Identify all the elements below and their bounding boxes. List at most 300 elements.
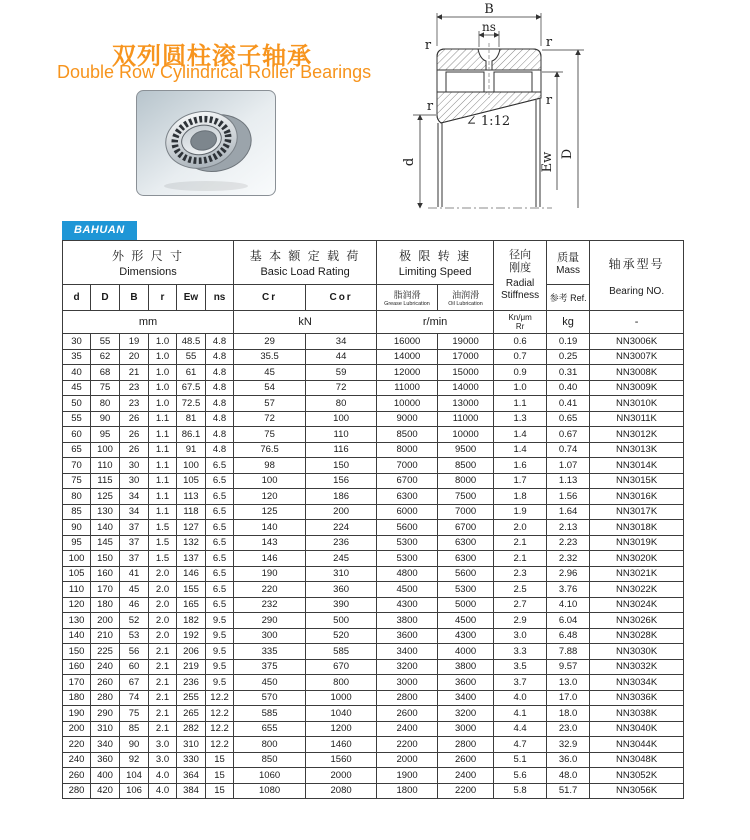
spec-cell: 4.0: [494, 690, 547, 706]
spec-cell: 72: [234, 411, 306, 427]
spec-cell: 7.88: [547, 644, 590, 660]
spec-cell: 86.1: [177, 427, 206, 443]
spec-cell: 4800: [377, 566, 438, 582]
spec-cell: 100: [234, 473, 306, 489]
spec-cell: 220: [63, 737, 91, 753]
header-basic-load-en: Basic Load Rating: [260, 266, 350, 278]
dim-label-Ew: Ew: [540, 151, 555, 173]
spec-cell: 6.48: [547, 628, 590, 644]
spec-cell: 420: [91, 783, 120, 799]
spec-cell: 37: [120, 551, 149, 567]
spec-cell: 0.7: [494, 349, 547, 365]
bearing-no-cell: NN3015K: [590, 473, 684, 489]
spec-cell: 46: [120, 597, 149, 613]
bearing-no-cell: NN3028K: [590, 628, 684, 644]
spec-cell: 1.07: [547, 458, 590, 474]
spec-cell: 3400: [438, 690, 494, 706]
header-limiting-speed: [377, 241, 494, 285]
spec-cell: 190: [63, 706, 91, 722]
spec-cell: 75: [234, 427, 306, 443]
header-stiffness-zh2: 刚度: [509, 262, 532, 274]
spec-cell: 26: [120, 411, 149, 427]
spec-cell: 585: [306, 644, 377, 660]
spec-cell: 1800: [377, 783, 438, 799]
spec-cell: 105: [63, 566, 91, 582]
spec-cell: 61: [177, 365, 206, 381]
spec-cell: 75: [91, 380, 120, 396]
spec-cell: 3800: [377, 613, 438, 629]
spec-cell: 6700: [438, 520, 494, 536]
spec-cell: 120: [63, 597, 91, 613]
spec-cell: 23: [120, 380, 149, 396]
bearing-no-cell: NN3040K: [590, 721, 684, 737]
table-row: [63, 380, 684, 396]
table-row: [63, 349, 684, 365]
table-row: [63, 427, 684, 443]
spec-cell: 4500: [377, 582, 438, 598]
spec-cell: 6.5: [206, 520, 234, 536]
dim-label-r-bottom-left: r: [426, 99, 434, 114]
spec-cell: 4.0: [149, 783, 177, 799]
table-row: [63, 613, 684, 629]
table-row: [63, 396, 684, 412]
bearing-no-cell: NN3021K: [590, 566, 684, 582]
spec-cell: 3200: [438, 706, 494, 722]
spec-cell: 45: [234, 365, 306, 381]
spec-cell: 1.0: [149, 365, 177, 381]
spec-cell: 6000: [377, 504, 438, 520]
spec-cell: 14000: [438, 380, 494, 396]
spec-cell: 3000: [377, 675, 438, 691]
spec-cell: 1.1: [149, 489, 177, 505]
spec-cell: 30: [63, 334, 91, 350]
spec-cell: 3.0: [149, 752, 177, 768]
spec-cell: 4.0: [149, 768, 177, 784]
spec-cell: 8000: [377, 442, 438, 458]
spec-cell: 35.5: [234, 349, 306, 365]
spec-cell: 280: [91, 690, 120, 706]
spec-cell: 180: [91, 597, 120, 613]
spec-cell: 5000: [438, 597, 494, 613]
spec-cell: 100: [63, 551, 91, 567]
spec-cell: 45: [120, 582, 149, 598]
spec-cell: 1.0: [494, 380, 547, 396]
spec-cell: 29: [234, 334, 306, 350]
spec-cell: 2.96: [547, 566, 590, 582]
spec-cell: 225: [91, 644, 120, 660]
spec-cell: 52: [120, 613, 149, 629]
spec-cell: 105: [177, 473, 206, 489]
spec-cell: 2.1: [149, 659, 177, 675]
spec-cell: 125: [91, 489, 120, 505]
column-oil-lubrication: [438, 285, 494, 311]
spec-cell: 3.7: [494, 675, 547, 691]
spec-cell: 800: [306, 675, 377, 691]
spec-cell: 34: [120, 504, 149, 520]
spec-cell: 2.23: [547, 535, 590, 551]
spec-cell: 2.1: [494, 535, 547, 551]
table-row: [63, 737, 684, 753]
spec-cell: 0.9: [494, 365, 547, 381]
spec-cell: 30: [120, 473, 149, 489]
grease-en: Grease Lubrication: [384, 301, 430, 307]
table-row: [63, 520, 684, 536]
spec-cell: 1.0: [149, 396, 177, 412]
spec-cell: 145: [91, 535, 120, 551]
bearing-no-cell: NN3048K: [590, 752, 684, 768]
spec-cell: 90: [63, 520, 91, 536]
spec-cell: 4.8: [206, 349, 234, 365]
spec-cell: 16000: [377, 334, 438, 350]
oil-en: Oil Lubrication: [448, 301, 483, 307]
bearing-no-cell: NN3019K: [590, 535, 684, 551]
spec-cell: 224: [306, 520, 377, 536]
spec-cell: 400: [91, 768, 120, 784]
header-dimensions: [63, 241, 234, 285]
spec-cell: 35: [63, 349, 91, 365]
spec-cell: 9000: [377, 411, 438, 427]
table-row: [63, 659, 684, 675]
spec-cell: 2600: [438, 752, 494, 768]
spec-cell: 5.1: [494, 752, 547, 768]
spec-cell: 118: [177, 504, 206, 520]
spec-cell: 37: [120, 535, 149, 551]
bearing-no-cell: NN3018K: [590, 520, 684, 536]
spec-cell: 72: [306, 380, 377, 396]
spec-cell: 95: [91, 427, 120, 443]
spec-cell: 4.8: [206, 365, 234, 381]
spec-cell: 6.5: [206, 535, 234, 551]
unit-rmin: r/min: [377, 311, 494, 334]
cross-section-drawing: [400, 2, 750, 218]
spec-cell: 48.0: [547, 768, 590, 784]
spec-cell: 1080: [234, 783, 306, 799]
spec-cell: 260: [91, 675, 120, 691]
spec-cell: 500: [306, 613, 377, 629]
bearing-no-cell: NN3016K: [590, 489, 684, 505]
spec-cell: 23: [120, 396, 149, 412]
dim-label-d: d: [402, 157, 417, 167]
table-row: [63, 535, 684, 551]
spec-cell: 140: [91, 520, 120, 536]
spec-cell: 12.2: [206, 737, 234, 753]
header-basic-load-rating: [234, 241, 377, 285]
spec-cell: 6.5: [206, 473, 234, 489]
table-row: [63, 628, 684, 644]
bearing-no-cell: NN3022K: [590, 582, 684, 598]
spec-cell: 140: [234, 520, 306, 536]
spec-cell: 26: [120, 427, 149, 443]
spec-cell: 1.0: [149, 349, 177, 365]
spec-cell: 236: [306, 535, 377, 551]
table-row: [63, 334, 684, 350]
spec-cell: 72.5: [177, 396, 206, 412]
spec-cell: 1900: [377, 768, 438, 784]
spec-cell: 170: [63, 675, 91, 691]
spec-cell: 5300: [377, 535, 438, 551]
spec-cell: 2.1: [149, 644, 177, 660]
spec-cell: 81: [177, 411, 206, 427]
header-radial-stiffness: [494, 241, 547, 311]
spec-cell: 106: [120, 783, 149, 799]
table-row: [63, 675, 684, 691]
spec-cell: 2.5: [494, 582, 547, 598]
spec-cell: 80: [306, 396, 377, 412]
spec-cell: 6.5: [206, 551, 234, 567]
spec-cell: 19000: [438, 334, 494, 350]
spec-cell: 1.6: [494, 458, 547, 474]
spec-cell: 5600: [438, 566, 494, 582]
spec-cell: 15: [206, 752, 234, 768]
spec-cell: 850: [234, 752, 306, 768]
spec-cell: 3600: [438, 675, 494, 691]
spec-cell: 91: [177, 442, 206, 458]
spec-cell: 5300: [438, 582, 494, 598]
spec-cell: 74: [120, 690, 149, 706]
grease-zh: 脂润滑: [393, 290, 421, 300]
spec-cell: 310: [306, 566, 377, 582]
spec-cell: 4.8: [206, 411, 234, 427]
spec-cell: 1.9: [494, 504, 547, 520]
table-row: [63, 504, 684, 520]
spec-cell: 210: [91, 628, 120, 644]
spec-cell: 240: [63, 752, 91, 768]
spec-cell: 2080: [306, 783, 377, 799]
table-row: [63, 783, 684, 799]
spec-cell: 0.25: [547, 349, 590, 365]
spec-cell: 3800: [438, 659, 494, 675]
spec-cell: 290: [91, 706, 120, 722]
bearing-no-cell: NN3013K: [590, 442, 684, 458]
dim-label-r-top-left: r: [424, 38, 432, 53]
spec-cell: 80: [63, 489, 91, 505]
spec-cell: 67.5: [177, 380, 206, 396]
header-limiting-speed-en: Limiting Speed: [398, 266, 472, 278]
spec-cell: 300: [234, 628, 306, 644]
spec-cell: 4.8: [206, 334, 234, 350]
spec-cell: 2.13: [547, 520, 590, 536]
table-row: [63, 411, 684, 427]
spec-cell: 100: [306, 411, 377, 427]
spec-cell: 140: [63, 628, 91, 644]
spec-cell: 6300: [438, 535, 494, 551]
spec-cell: 98: [234, 458, 306, 474]
spec-cell: 200: [91, 613, 120, 629]
header-basic-load-zh: 基 本 额 定 载 荷: [249, 249, 361, 263]
spec-cell: 4.8: [206, 380, 234, 396]
spec-table-container: [62, 240, 683, 799]
column-Ew: Ew: [177, 285, 206, 311]
dim-label-r-bottom-right: r: [545, 93, 553, 108]
bearing-no-cell: NN3034K: [590, 675, 684, 691]
spec-cell: 6.5: [206, 458, 234, 474]
spec-cell: 2.1: [494, 551, 547, 567]
spec-cell: 26: [120, 442, 149, 458]
spec-cell: 62: [91, 349, 120, 365]
spec-cell: 335: [234, 644, 306, 660]
page-title-english: Double Row Cylindrical Roller Bearings: [57, 62, 372, 82]
table-row: [63, 752, 684, 768]
spec-cell: 110: [306, 427, 377, 443]
spec-cell: 115: [91, 473, 120, 489]
spec-cell: 13000: [438, 396, 494, 412]
spec-cell: 4300: [377, 597, 438, 613]
spec-cell: 34: [306, 334, 377, 350]
spec-cell: 12000: [377, 365, 438, 381]
spec-cell: 23.0: [547, 721, 590, 737]
column-d: d: [63, 285, 91, 311]
spec-cell: 55: [177, 349, 206, 365]
spec-cell: 15: [206, 768, 234, 784]
spec-cell: 3200: [377, 659, 438, 675]
spec-cell: 2200: [377, 737, 438, 753]
spec-cell: 130: [63, 613, 91, 629]
bearing-no-cell: NN3030K: [590, 644, 684, 660]
spec-cell: 55: [91, 334, 120, 350]
spec-cell: 255: [177, 690, 206, 706]
spec-cell: 2.0: [494, 520, 547, 536]
spec-cell: 40: [63, 365, 91, 381]
bearing-no-cell: NN3008K: [590, 365, 684, 381]
bearing-no-cell: NN3026K: [590, 613, 684, 629]
spec-cell: 155: [177, 582, 206, 598]
spec-table-body: [63, 334, 684, 799]
spec-cell: 15000: [438, 365, 494, 381]
spec-cell: 1.64: [547, 504, 590, 520]
spec-cell: 240: [91, 659, 120, 675]
spec-cell: 1.8: [494, 489, 547, 505]
spec-cell: 1.1: [149, 458, 177, 474]
spec-cell: 5.6: [494, 768, 547, 784]
bearing-cross-section-diagram: [400, 2, 750, 218]
spec-cell: 9500: [438, 442, 494, 458]
spec-cell: 110: [63, 582, 91, 598]
column-B: B: [120, 285, 149, 311]
bearing-product-photo: [136, 90, 276, 196]
spec-cell: 20: [120, 349, 149, 365]
spec-cell: 1.0: [149, 380, 177, 396]
spec-cell: 30: [120, 458, 149, 474]
spec-cell: 3600: [377, 628, 438, 644]
spec-cell: 110: [91, 458, 120, 474]
spec-cell: 45: [63, 380, 91, 396]
oil-zh: 油润滑: [452, 290, 480, 300]
spec-cell: 9.5: [206, 628, 234, 644]
spec-cell: 14000: [377, 349, 438, 365]
unit-kg: kg: [547, 311, 590, 334]
spec-cell: 655: [234, 721, 306, 737]
spec-cell: 75: [120, 706, 149, 722]
bearing-no-cell: NN3017K: [590, 504, 684, 520]
spec-cell: 116: [306, 442, 377, 458]
spec-cell: 330: [177, 752, 206, 768]
spec-cell: 56: [120, 644, 149, 660]
spec-cell: 9.57: [547, 659, 590, 675]
spec-cell: 11000: [438, 411, 494, 427]
spec-cell: 100: [91, 442, 120, 458]
spec-cell: 4300: [438, 628, 494, 644]
column-r: r: [149, 285, 177, 311]
spec-cell: 2800: [438, 737, 494, 753]
spec-cell: 520: [306, 628, 377, 644]
spec-cell: 76.5: [234, 442, 306, 458]
spec-cell: 5300: [377, 551, 438, 567]
spec-cell: 206: [177, 644, 206, 660]
spec-cell: 95: [63, 535, 91, 551]
spec-cell: 1.1: [149, 411, 177, 427]
spec-cell: 182: [177, 613, 206, 629]
spec-cell: 9.5: [206, 613, 234, 629]
spec-cell: 282: [177, 721, 206, 737]
spec-cell: 60: [63, 427, 91, 443]
bearing-photo-illustration: [136, 90, 276, 196]
spec-cell: 11000: [377, 380, 438, 396]
spec-cell: 1.4: [494, 442, 547, 458]
spec-cell: 2.0: [149, 566, 177, 582]
spec-cell: 65: [63, 442, 91, 458]
header-dimensions-en: Dimensions: [119, 266, 177, 278]
spec-cell: 2.7: [494, 597, 547, 613]
spec-cell: 200: [306, 504, 377, 520]
spec-cell: 150: [91, 551, 120, 567]
spec-cell: 2.3: [494, 566, 547, 582]
header-stiffness-zh1: 径向: [509, 249, 532, 261]
bearing-no-cell: NN3010K: [590, 396, 684, 412]
spec-cell: 570: [234, 690, 306, 706]
spec-cell: 3.76: [547, 582, 590, 598]
spec-cell: 260: [63, 768, 91, 784]
spec-cell: 85: [120, 721, 149, 737]
spec-cell: 2.1: [149, 721, 177, 737]
unit-stiffness-line2: Rr: [515, 322, 525, 331]
spec-cell: 0.6: [494, 334, 547, 350]
spec-cell: 450: [234, 675, 306, 691]
spec-cell: 3.3: [494, 644, 547, 660]
spec-cell: 1.0: [149, 334, 177, 350]
spec-cell: 125: [234, 504, 306, 520]
spec-cell: 3000: [438, 721, 494, 737]
spec-cell: 219: [177, 659, 206, 675]
spec-cell: 9.5: [206, 675, 234, 691]
spec-cell: 2.0: [149, 582, 177, 598]
spec-cell: 192: [177, 628, 206, 644]
spec-cell: 1060: [234, 768, 306, 784]
spec-cell: 12.2: [206, 721, 234, 737]
table-row: [63, 582, 684, 598]
header-bearing-no-en: Bearing NO.: [609, 285, 665, 297]
spec-cell: 130: [91, 504, 120, 520]
spec-cell: 55: [63, 411, 91, 427]
spec-cell: 3400: [377, 644, 438, 660]
spec-cell: 310: [91, 721, 120, 737]
header-bearing-no-zh: 轴承型号: [608, 256, 665, 271]
spec-cell: 2.0: [149, 613, 177, 629]
spec-cell: 0.74: [547, 442, 590, 458]
spec-cell: 8500: [438, 458, 494, 474]
spec-cell: 160: [91, 566, 120, 582]
spec-cell: 4500: [438, 613, 494, 629]
unit-stiffness-line1: Kn/μm: [508, 313, 532, 322]
spec-cell: 190: [234, 566, 306, 582]
spec-cell: 1.13: [547, 473, 590, 489]
column-ref: 参考 Ref.: [547, 285, 590, 311]
header-mass: [547, 241, 590, 285]
spec-cell: 7000: [377, 458, 438, 474]
spec-cell: 7500: [438, 489, 494, 505]
spec-cell: 12.2: [206, 706, 234, 722]
spec-cell: 9.5: [206, 644, 234, 660]
spec-cell: 1.5: [149, 551, 177, 567]
